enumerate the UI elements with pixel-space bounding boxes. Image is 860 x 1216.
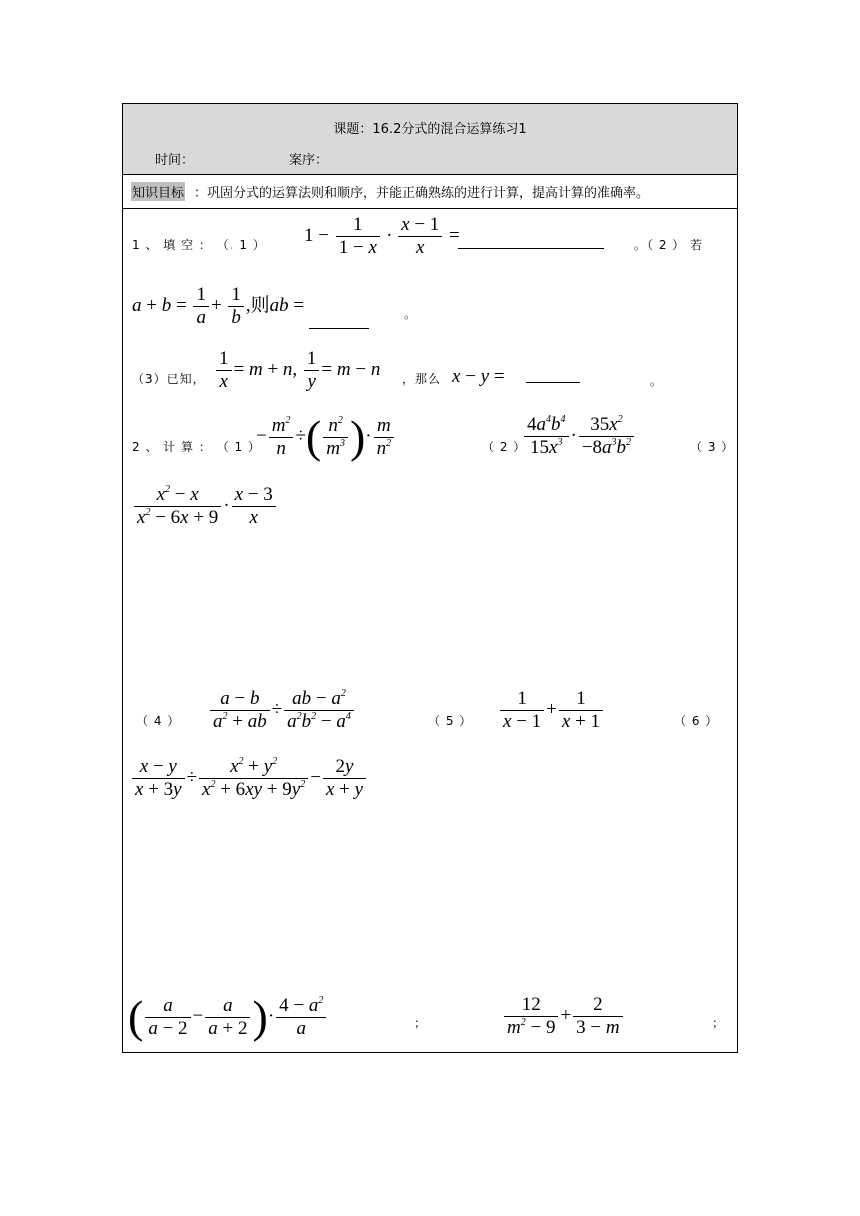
page-title: 课题：16.2分式的混合运算练习1 bbox=[333, 122, 527, 137]
q2-part5-label: （ 5 ） bbox=[428, 714, 473, 728]
q1-prefix-text: 1 、 填 空 ： （ bbox=[132, 238, 230, 252]
q1-part3-expression-a: $\frac{1}{x}$ = m + n, $\frac{1}{y}$ = m − n bbox=[214, 348, 380, 393]
q1-part1-expression: 1 − $\frac{1}{1 - x}$ · $\frac{x - 1}{x}$ = bbox=[304, 214, 460, 258]
q1-part2-expression: a + b = $\frac{1}{a}$ + $\frac{1}{b}$ ,则ab = bbox=[132, 284, 369, 329]
q2-prefix: 2 、 计 算 ： （ 1 ） bbox=[132, 440, 261, 454]
case-label: 案序： bbox=[289, 153, 329, 168]
q2-part5-expression: $\frac{1}{x - 1}$ + $\frac{1}{x + 1}$ bbox=[498, 688, 605, 733]
time-label: 时间： bbox=[155, 153, 195, 168]
q2-part6-expression: $\frac{x - y}{x + 3y}$ ÷ $\frac{x^2 + y^2}{x^2 + 6xy + 9y^2}$ − $\frac{2y}{x + y}$ bbox=[130, 756, 368, 801]
q1-part3-period: 。 bbox=[650, 374, 664, 388]
q2-part3-expression: $\frac{x^2 - x}{x^2 - 6x + 9}$ · $\frac{x - 3}{x}$ bbox=[132, 484, 278, 529]
q2-part8-semicolon: ； bbox=[712, 1016, 726, 1030]
objective-text: ：巩固分式的运算法则和顺序，并能正确熟练的进行计算，提高计算的准确率。 bbox=[194, 186, 650, 201]
q1-part3-answer-blank[interactable] bbox=[526, 382, 580, 383]
q1-part2-period: 。 bbox=[404, 307, 418, 321]
q1-prefix bbox=[132, 236, 266, 253]
q1-part3-mid: ，那么 bbox=[402, 372, 442, 386]
q2-part4-label: （ 4 ） bbox=[136, 714, 181, 728]
q1-part2-label: 。（ 2 ） 若 bbox=[634, 238, 704, 252]
q2-part1-expression: − $\frac{m^2}{n}$ ÷( $\frac{n^2}{m^3}$ )· $\frac{m}{n^2}$ bbox=[256, 414, 396, 460]
q2-part7-expression: ( $\frac{a}{a - 2}$ − $\frac{a}{a + 2}$ )· $\frac{4 - a^2}{a}$ bbox=[128, 994, 328, 1040]
q1-part3-expression-b: x − y = bbox=[452, 366, 505, 387]
header-row bbox=[123, 104, 737, 175]
q2-part3-label: （ 3 ） bbox=[690, 440, 735, 454]
q2-part6-label: （ 6 ） bbox=[674, 714, 719, 728]
q1-part1-number: 1 ） bbox=[239, 238, 266, 252]
q2-part2-expression: $\frac{4a^4b^4}{15x^3}$ · $\frac{35x^2}{-8a^3b^2}$ bbox=[522, 414, 636, 459]
q2-part4-expression: $\frac{a - b}{a^2 + ab}$ ÷ $\frac{ab - a^2}{a^2b^2 - a^4}$ bbox=[208, 688, 356, 733]
q2-part7-semicolon: ； bbox=[414, 1016, 428, 1030]
objective-row bbox=[123, 175, 737, 209]
objective-label: 知识目标 bbox=[131, 182, 185, 201]
q1-dot: . bbox=[229, 238, 235, 252]
q1-part1-answer-blank[interactable] bbox=[458, 248, 604, 249]
q1-part3-prefix: （3）已知， bbox=[132, 372, 206, 386]
q2-part2-label: （ 2 ） bbox=[482, 440, 527, 454]
q2-part8-expression: $\frac{12}{m^2 - 9}$ + $\frac{2}{3 - m}$ bbox=[502, 994, 625, 1039]
